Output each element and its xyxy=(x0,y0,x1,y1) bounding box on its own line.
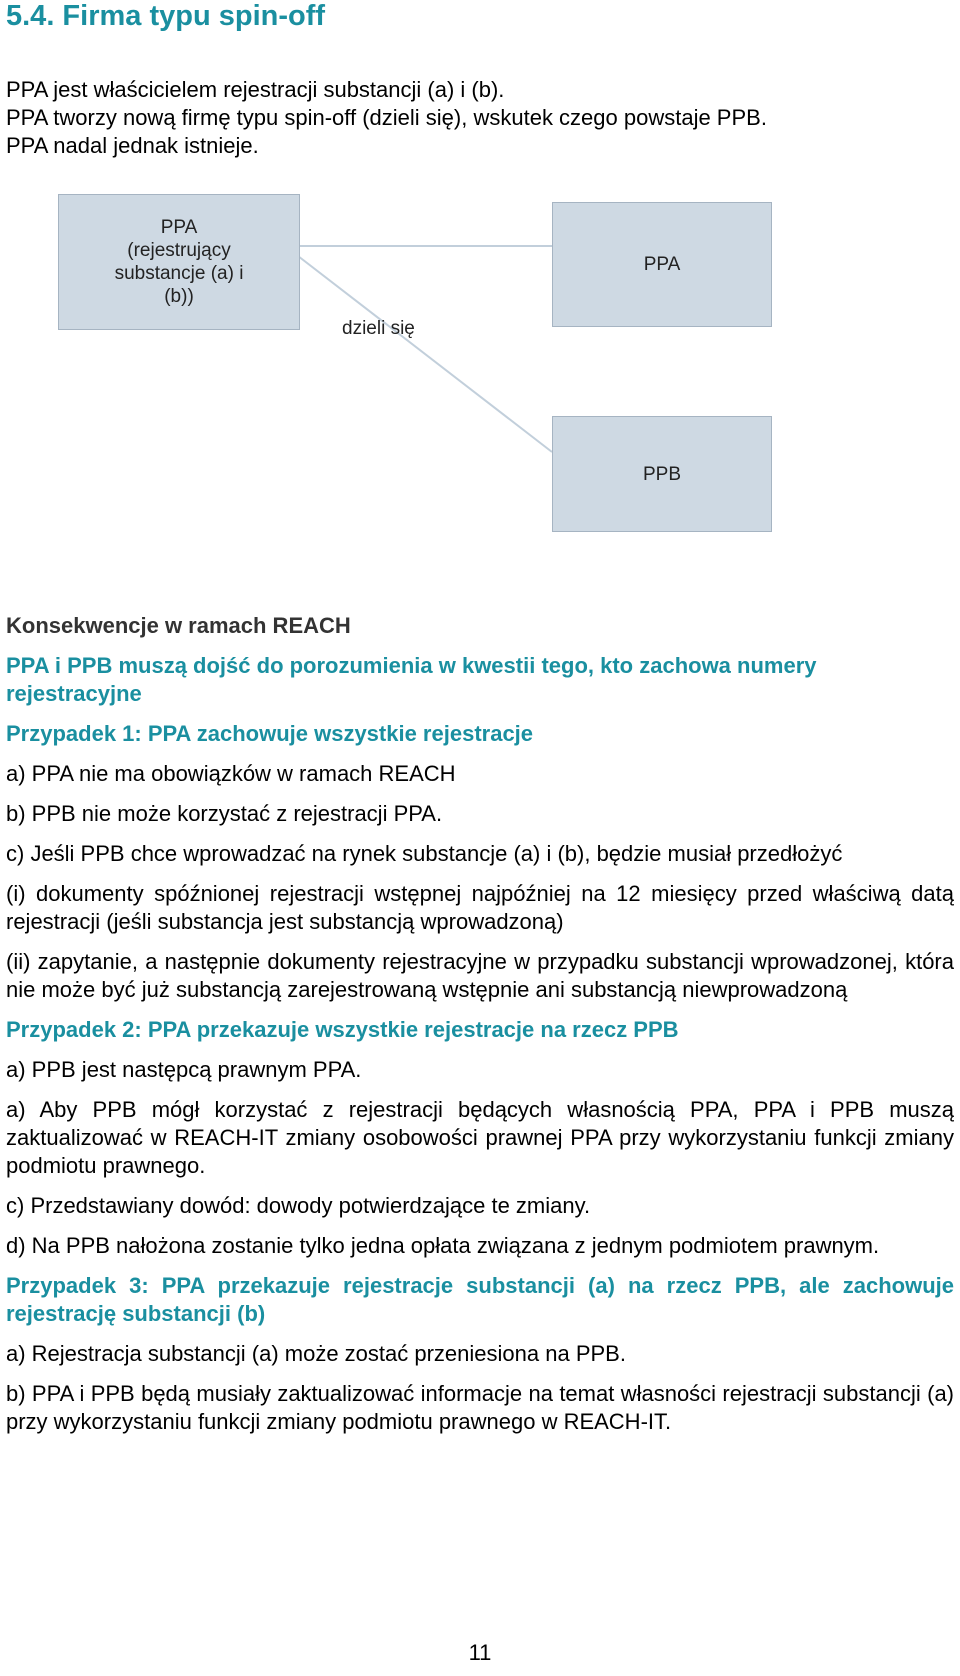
case-3-item: a) Rejestracja substancji (a) może zostać przeniesiona na PPB. xyxy=(6,1341,626,1366)
case-1-item: (ii) zapytanie, a następnie dokumenty rejestracyjne w przypadku substancji wprowadzonej, która nie może być już substancją zarejestrowaną wstępnie ani substancją niewprowadzoną xyxy=(6,949,954,1002)
origin-box-line: PPA xyxy=(160,217,198,238)
origin-box-line: (rejestrujący xyxy=(127,240,231,261)
result-box-ppa: PPA xyxy=(552,202,772,327)
consequences-heading: Konsekwencje w ramach REACH xyxy=(6,613,351,638)
origin-box-line: (b)) xyxy=(164,286,194,307)
spin-off-diagram xyxy=(0,190,960,540)
case-1-item: (i) dokumenty spóźnionej rejestracji wstępnej najpóźniej na 12 miesięcy przed właściwą datą rejestracji (jeśli substancja jest substancją wprowadzoną) xyxy=(6,881,954,934)
origin-company-box xyxy=(58,194,300,330)
case-2-item: a) PPB jest następcą prawnym PPA. xyxy=(6,1057,362,1082)
case-1-title: Przypadek 1: PPA zachowuje wszystkie rejestracje xyxy=(6,721,534,746)
section-title: 5.4. Firma typu spin-off xyxy=(6,0,326,32)
origin-box-line: substancje (a) i xyxy=(114,263,244,284)
intro-line: PPA nadal jednak istnieje. xyxy=(6,133,259,158)
page-number: 11 xyxy=(468,1640,492,1665)
intro-line: PPA jest właścicielem rejestracji substancji (a) i (b). xyxy=(6,77,505,102)
result-box-ppb: PPB xyxy=(552,416,772,532)
case-1-item: a) PPA nie ma obowiązków w ramach REACH xyxy=(6,761,456,786)
intro-paragraph xyxy=(6,76,951,160)
case-3-item: b) PPA i PPB będą musiały zaktualizować informacje na temat własności rejestracji substancji (a) przy wykorzystaniu funkcji zmiany podmiotu prawnego w REACH-IT. xyxy=(6,1381,954,1434)
case-2-item: c) Przedstawiany dowód: dowody potwierdzające te zmiany. xyxy=(6,1193,591,1218)
reach-consequences xyxy=(6,612,954,1448)
agreement-lead: PPA i PPB muszą dojść do porozumienia w kwestii tego, kto zachowa numery rejestracyjne xyxy=(6,653,817,706)
split-label: dzieli się xyxy=(342,318,415,339)
case-3-title: Przypadek 3: PPA przekazuje rejestracje substancji (a) na rzecz PPB, ale zachowuje rejestrację substancji (b) xyxy=(6,1273,954,1326)
case-1-item: b) PPB nie może korzystać z rejestracji PPA. xyxy=(6,801,443,826)
case-2-item: d) Na PPB nałożona zostanie tylko jedna opłata związana z jednym podmiotem prawnym. xyxy=(6,1233,880,1258)
case-2-item: a) Aby PPB mógł korzystać z rejestracji będących własnością PPA, PPA i PPB muszą zaktualizować w REACH-IT zmiany osobowości prawnej PPA przy wykorzystaniu funkcji zmiany podmiotu prawnego. xyxy=(6,1097,954,1178)
case-1-item: c) Jeśli PPB chce wprowadzać na rynek substancje (a) i (b), będzie musiał przedłożyć xyxy=(6,841,843,866)
intro-line: PPA tworzy nową firmę typu spin-off (dzieli się), wskutek czego powstaje PPB. xyxy=(6,105,767,130)
case-2-title: Przypadek 2: PPA przekazuje wszystkie rejestracje na rzecz PPB xyxy=(6,1017,679,1042)
connector-to-ppb xyxy=(298,256,552,452)
